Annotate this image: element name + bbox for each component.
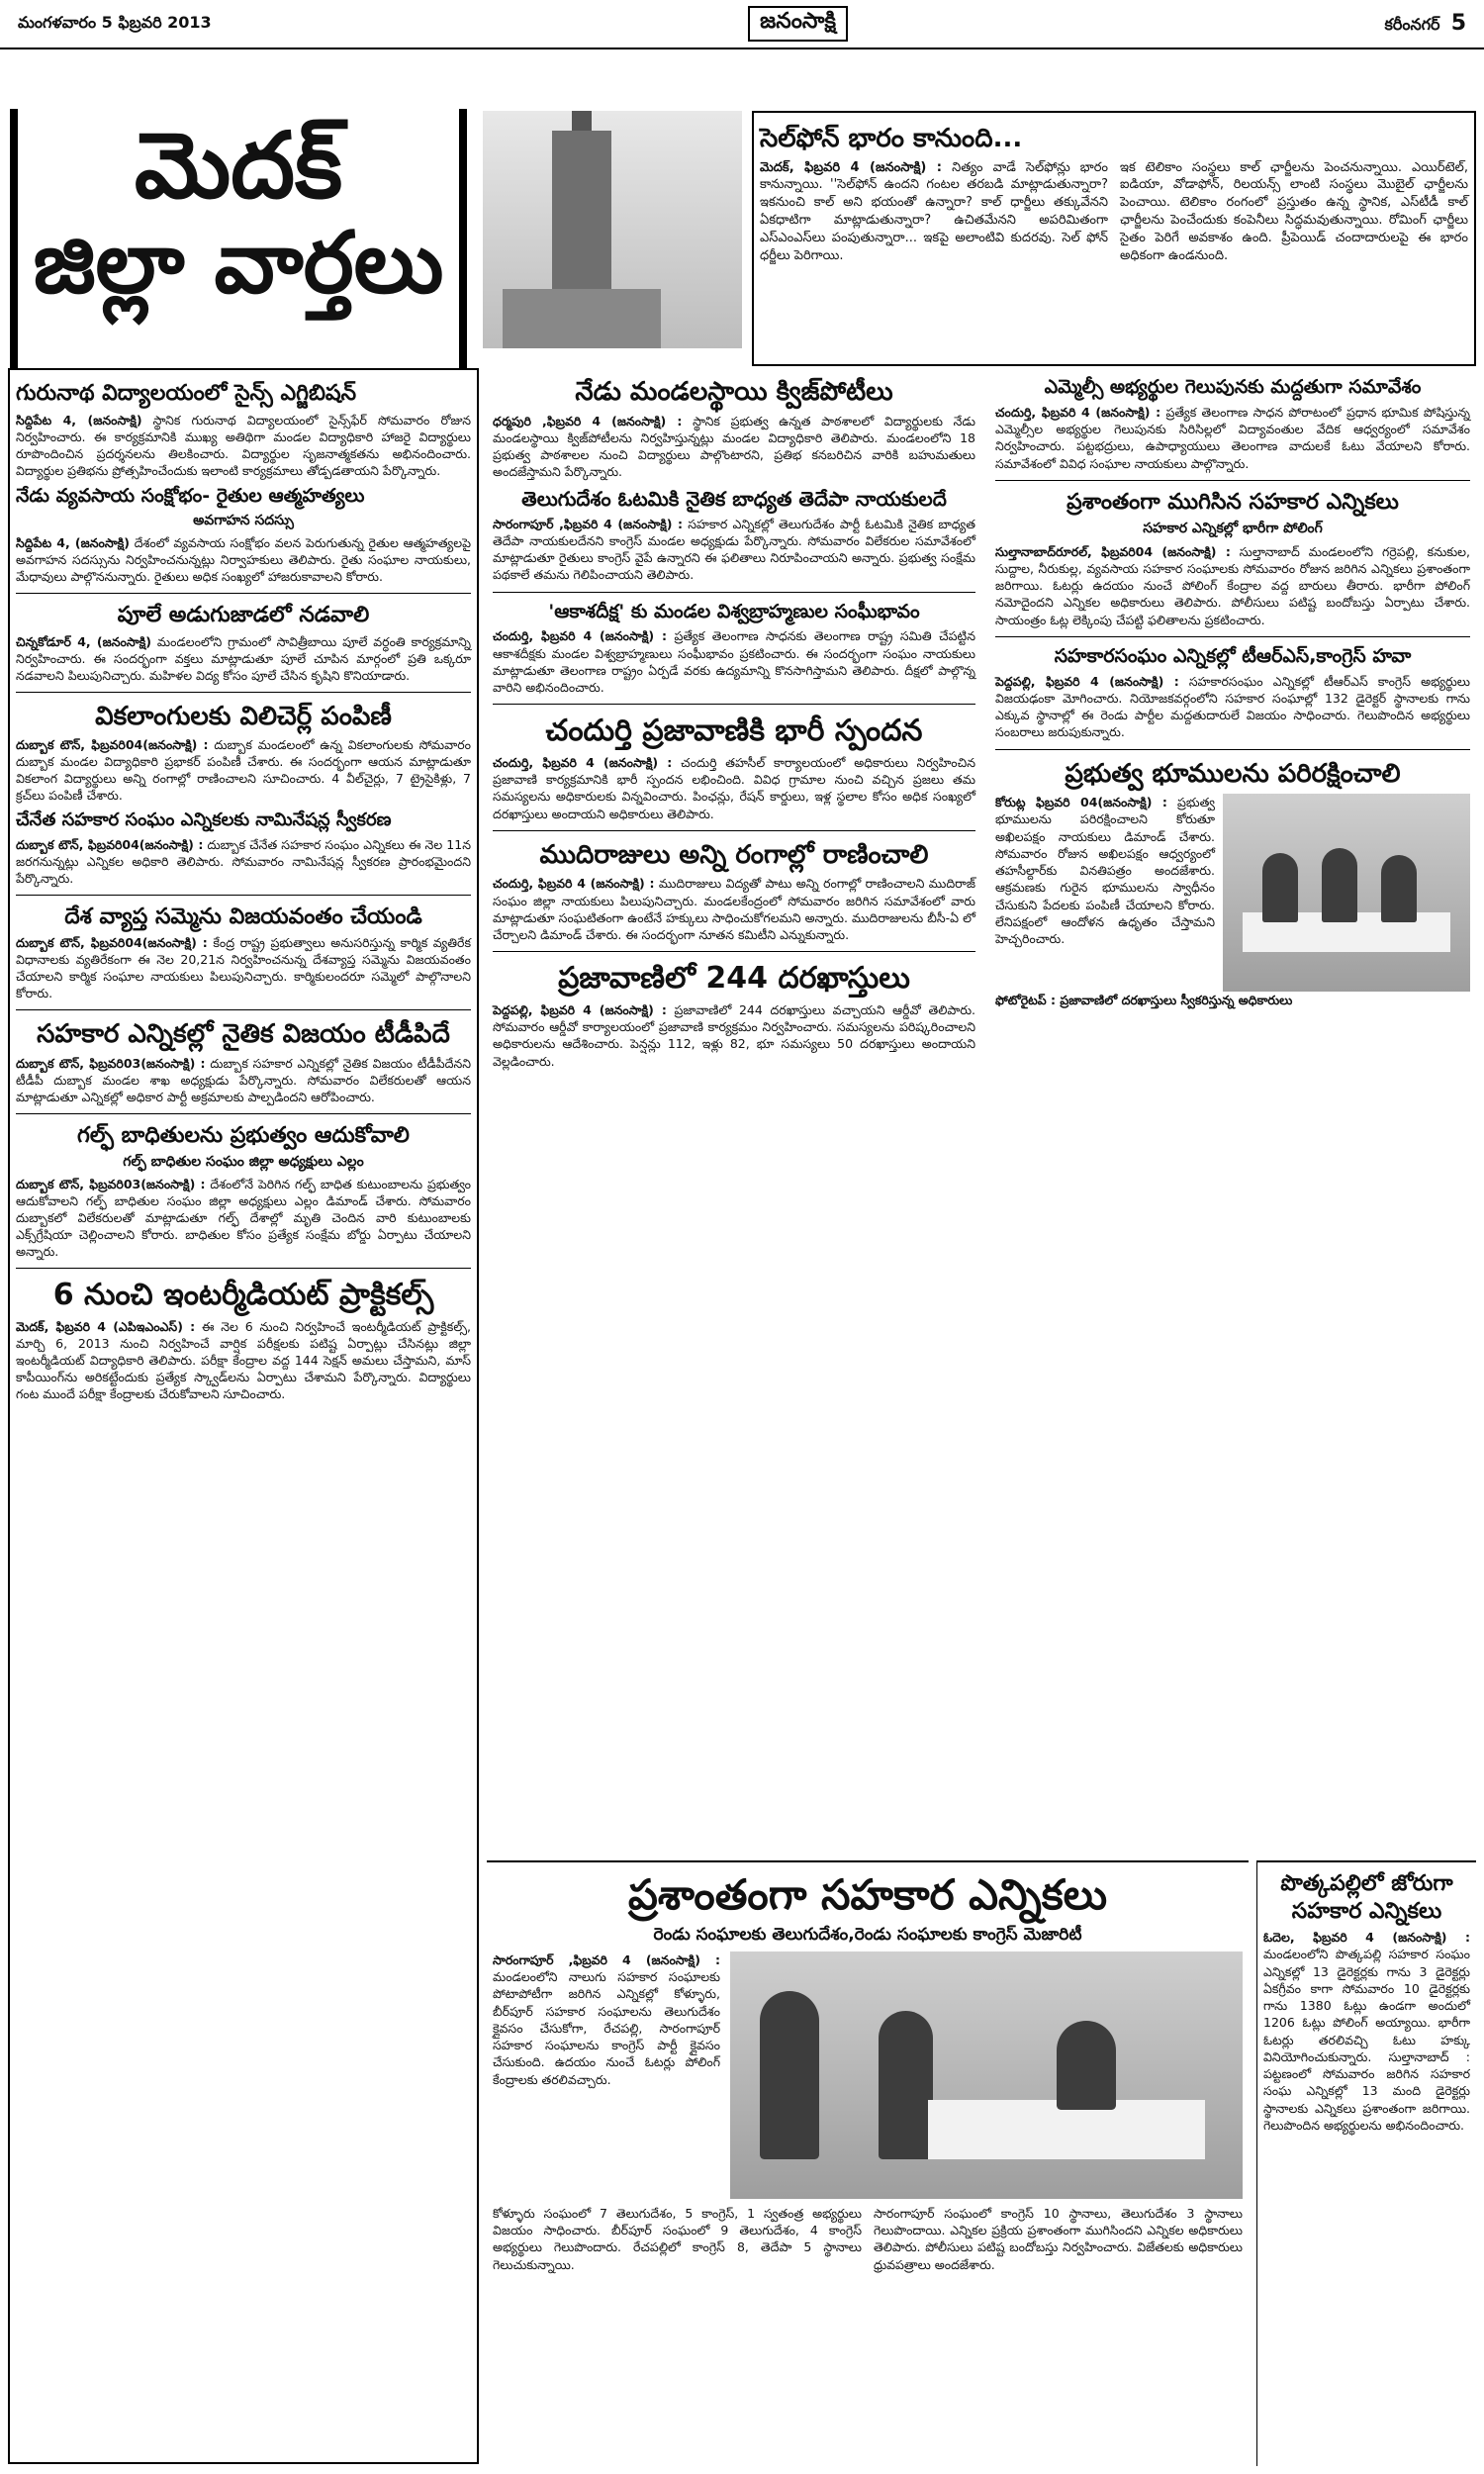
story-dateline: దుబ్బాక టౌన్‌, ఫిబ్రవరి04(జనంసాక్షి) :: [16, 737, 209, 753]
photo-person: [879, 2011, 933, 2159]
story-dateline: ధర్మపురి ,ఫిబ్రవరి 4 (జనంసాక్షి) :: [493, 413, 683, 428]
bottom-dateline: సారంగాపూర్‌ ,ఫిబ్రవరి 4 (జనంసాక్షి) :: [493, 1951, 720, 1967]
divider: [16, 692, 471, 693]
divider: [16, 1009, 471, 1010]
cellphone-headline: సెల్‌ఫోన్ భారం కానుంది...: [760, 124, 1023, 153]
story-dateline: చందుర్తి, ఫిబ్రవరి 4 (జనంసాక్షి) :: [493, 876, 655, 892]
story-headline: 'ఆకాశదీక్ష' కు మండల విశ్వబ్రాహ్మణుల సంఘీభావం: [548, 600, 920, 622]
story-dateline: చందుర్తి, ఫిబ్రవరి 4 (జనంసాక్షి) :: [493, 754, 673, 770]
pothkapalli-story: [1256, 1860, 1476, 2466]
story-dateline: కోరుట్ల ఫిబ్రవరి 04(జనంసాక్షి) :: [995, 795, 1167, 810]
divider: [493, 951, 975, 952]
story-inter-practicals: [16, 1277, 471, 1402]
divider: [493, 830, 975, 831]
story-headline: ప్రశాంతంగా ముగిసిన సహకార ఎన్నికలు: [1067, 489, 1399, 515]
story-body: ప్రత్యేక తెలంగాణ సాధనకు తెలంగాణ రాష్ట్ర సమితి చేపట్టిన ఆకాశదీక్షకు మండల విశ్వబ్రాహ్మణులు సంఘీభావం ప్రకటించారు. ఈ సందర్భంగా సంఘం నాయకులు మాట్లాడుతూ తెలంగాణ రాష్ట్రం ఏర్పడే వరకు ఉద్యమాన్ని కొనసాగిస్తామని తెలిపారు. దీక్షలో పాల్గొన్న వారిని అభినందించారు.: [493, 628, 975, 695]
photo-person: [760, 1991, 819, 2159]
story-headline: ప్రభుత్వ భూములను పరిరక్షించాలి: [1065, 758, 1401, 789]
story-body: ప్రభుత్వ భూములను పరిరక్షించాలని కోరుతూ అఖిలపక్షం నాయకులు డిమాండ్‌ చేశారు. సోమవారం రోజున అఖిలపక్షం ఆధ్వర్యంలో తహసీల్దార్‌కు వినతిపత్రం అందజేశారు. ఆక్రమణకు గురైన భూములను స్వాధీనం చేసుకుని పేదలకు పంపిణీ చేయాలని కోరారు. లేనిపక్షంలో ఆందోళన ఉధృతం చేస్తామని హెచ్చరించారు.: [995, 795, 1215, 947]
column-right: [989, 368, 1476, 1853]
district-banner: [10, 109, 467, 368]
story-headline: తెలుగుదేశం ఓటమికి నైతిక బాధ్యత తెదేపా నాయకులదే: [521, 486, 947, 511]
edition-city: [1385, 11, 1466, 38]
story-body: సుల్తానాబాద్‌ మండలంలోని గర్రెపల్లి, కనుకుల, సుద్దాల, నీరుకుల్ల, వ్యవసాయ సహకార సంఘాలకు సోమవారం రోజున జరిగిన ఎన్నికలు ప్రశాంతంగా జరిగాయి. ఓటర్లు ఉదయం నుంచే పోలింగ్‌ కేంద్రాల వద్ద బారులు తీరారు. భారీగా పోలింగ్‌ నమోదైందని ఎన్నికల అధికారులు తెలిపారు. పోలీసులు పటిష్ట బందోబస్తు ఏర్పాటు చేశారు. సాయంత్రం ఓట్ల లెక్కింపు చేపట్టి ఫలితాలను ప్రకటించారు.: [995, 543, 1470, 627]
story-tdp-defeat: [493, 487, 975, 584]
story-dateline: సుల్తానాబాద్‌రూరల్‌, ఫిబ్రవరి04 (జనంసాక్షి) :: [995, 543, 1231, 559]
story-dateline: దుబ్బాక టౌన్‌, ఫిబ్రవరి04(జనంసాక్షి) :: [16, 935, 208, 951]
banner-line-1: మెదక్: [134, 113, 343, 219]
story-quiz: [493, 376, 975, 481]
story-body: దుబ్బాక సహకార ఎన్నికల్లో నైతిక విజయం టీడీపీదేనని టీడీపీ దుబ్బాక మండల శాఖ అధ్యక్షుడు పేర్కొన్నారు. సోమవారం విలేకరులతో ఆయన మాట్లాడుతూ ఎన్నికల్లో అధికార పార్టీ అక్రమాలకు పాల్పడిందని ఆరోపించారు.: [16, 1055, 471, 1104]
cellphone-body-1: నిత్యం వాడే సెల్‌ఫోన్లు భారం కానున్నాయి. ''సెల్‌ఫోన్‌ ఉందని గంటల తరబడి మాట్లాడుతున్నారా? ఇకనుంచి కాల్‌ అని భయంతో ఉన్నారా? కాల్‌ ధార్జీలు తక్కువేనని ఏకధాటిగా మాట్లాడుతున్నారా? ఉచితమేనని అపరిమితంగా ఎస్‌ఎంఎస్‌లు పంపుతున్నారా... ఇకపై అలాంటివి కుదరవు. సెల్ ఫోన్ ధర్జీలు పెరిగాయి.: [760, 159, 1108, 264]
story-dateline: సిద్దిపేట 4, (జనంసాక్షి): [16, 535, 130, 551]
story-headline: దేశ వ్యాప్త సమ్మెను విజయవంతం చేయండి: [64, 904, 422, 929]
banner-line-2: జిల్లా వార్తలు: [33, 213, 444, 313]
story-dateline: సిద్దిపేట 4, (జనంసాక్షి): [16, 412, 142, 428]
story-body: మండలంలోని గ్రామంలో సావిత్రీబాయి పూలే వర్ధంతి కార్యక్రమాన్ని నిర్వహించారు. ఈ సందర్భంగా వక్తలు మాట్లాడుతూ పూలే చూపిన మార్గంలో ప్రతి ఒక్కరూ నడవాలని పిలుపునిచ్చారు. మహిళల విద్య కోసం పూలే చేసిన కృషిని కొనియాడారు.: [16, 633, 471, 683]
story-headline: చందుర్తి ప్రజావాణికి భారీ స్పందన: [545, 714, 923, 749]
cellphone-body-2: ఇక టెలికాం సంస్థలు కాల్‌ ఛార్జీలను పెంచనున్నాయి. ఎయిర్‌టెల్‌, ఐడియా, వోడాఫోన్‌, రిలయన్స్‌ లాంటి సంస్థలు మొబైల్‌ ఛార్జీలను పెంచాయి. టెలికాం రంగంలో ప్రస్తుతం ఉన్న స్థానిక, ఎస్‌టీడీ కాల్‌ ఛార్జీలను పెంచేందుకు కంపెనీలు సిద్ధమవుతున్నాయి. రోమింగ్‌ ఛార్జీలు సైతం పెరిగే అవకాశం ఉంది. ప్రీపెయిడ్‌ చందాదారులపై ఈ భారం అధికంగా ఉండనుంది.: [1120, 159, 1468, 264]
photo-caption: ఫోటోరైటప్‌ : ప్రజావాణిలో దరఖాస్తులు స్వీకరిస్తున్న అధికారులు: [995, 993, 1293, 1008]
story-agri-crisis: [16, 485, 471, 586]
story-prajavani-response: [493, 713, 975, 822]
story-govt-lands: [995, 758, 1470, 1009]
story-dateline: మెదక్‌, ఫిబ్రవరి 4 (ఎపిఇఎంఎస్‌) :: [16, 1318, 196, 1334]
story-dateline: పెద్దపల్లి, ఫిబ్రవరి 4 (జనంసాక్షి) :: [995, 673, 1179, 689]
story-headline: 6 నుంచి ఇంటర్మీడియట్ ప్రాక్టికల్స్: [52, 1278, 434, 1313]
story-subhead: సహకార ఎన్నికల్లో భారీగా పోలింగ్: [1143, 521, 1323, 537]
column-left: [8, 368, 479, 2464]
bottom-headline: ప్రశాంతంగా సహకార ఎన్నికలు: [627, 1870, 1108, 1919]
story-headline: చేనేత సహకార సంఘం ఎన్నికలకు నామినేషన్ల స్వీకరణ: [16, 809, 392, 831]
story-dateline: దుబ్బాక టౌన్‌, ఫిబ్రవరి03(జనంసాక్షి) :: [16, 1177, 206, 1192]
issue-date: మంగళవారం 5 ఫిబ్రవరి 2013: [18, 12, 212, 32]
story-subhead: గల్ఫ్ బాధితుల సంఘం జిల్లా అధ్యక్షులు ఎల్లం: [123, 1154, 364, 1171]
story-akasha-deeksha: [493, 601, 975, 697]
story-dateline: దుబ్బాక టౌన్‌, ఫిబ్రవరి04(జనంసాక్షి) :: [16, 836, 204, 852]
story-body: కేంద్ర రాష్ట్ర ప్రభుత్వాలు అనుసరిస్తున్న కార్మిక వ్యతిరేక విధానాలకు వ్యతిరేకంగా ఈ నెల 20,21న నిర్వహించనున్న దేశవ్యాప్త సమ్మెను విజయవంతం చేయాలని కార్మిక సంఘాల నాయకులు పిలుపునిచ్చారు. కార్మికులందరూ సమ్మెలో పాల్గొనాలని కోరారు.: [16, 935, 471, 1001]
bottom-subhead: రెండు సంఘాలకు తెలుగుదేశం,రెండు సంఘాలకు కాంగ్రెస్ మెజారిటీ: [653, 1925, 1082, 1946]
story-wheelchairs: [16, 701, 471, 805]
page-number: 5: [1450, 10, 1466, 36]
divider: [493, 592, 975, 593]
divider: [16, 1268, 471, 1269]
church-photo: [483, 111, 742, 348]
story-headline: నేడు వ్యవసాయ సంక్షోభం- రైతుల ఆత్మహత్యలు: [16, 484, 365, 507]
divider: [493, 704, 975, 705]
story-phule: [16, 602, 471, 684]
story-mlc-meeting: [995, 376, 1470, 472]
divider: [16, 895, 471, 896]
story-body: దేశంలోనే పెరిగిన గల్ఫ్‌ బాధిత కుటుంబాలను ప్రభుత్వం ఆదుకోవాలని గల్ఫ్‌ బాధితుల సంఘం జిల్లా అధ్యక్షులు ఎల్లం డిమాండ్‌ చేశారు. సోమవారం దుబ్బాకలో విలేకరులతో మాట్లాడుతూ గల్ఫ్‌ దేశాల్లో మృతి చెందిన వారి కుటుంబాలకు ఎక్స్‌గ్రేషియా చెల్లించాలని కోరారు. బాధితుల కోసం ప్రత్యేక సంక్షేమ బోర్డు ఏర్పాటు చేయాలని అన్నారు.: [16, 1177, 471, 1260]
story-nationwide-strike: [16, 904, 471, 1002]
divider: [16, 593, 471, 594]
story-headline: గురునాథ విద్యాలయంలో సైన్స్ ఎగ్జిబిషన్‌: [16, 381, 357, 406]
column-middle: [487, 368, 981, 1853]
photo-person: [1322, 848, 1357, 922]
pothkapalli-dateline: ఓదెల, ఫిబ్రవరి 4 (జనంసాక్షి) :: [1263, 1930, 1470, 1945]
story-trs-congress: [995, 645, 1470, 741]
story-weavers-nominations: [16, 809, 471, 887]
pothkapalli-headline: పొత్కపల్లిలో జోరుగా సహకార ఎన్నికలు: [1280, 1871, 1453, 1924]
story-body: చందుర్తి తహసీల్‌ కార్యాలయంలో అధికారులు నిర్వహించిన ప్రజావాణి కార్యక్రమానికి భారీ స్పందన లభించింది. వివిధ గ్రామాల నుంచి వచ్చిన ప్రజలు తమ సమస్యలను అధికారులకు విన్నవించారు. పింఛన్లు, రేషన్‌ కార్డులు, ఇళ్ల స్థలాల కోసం అధిక సంఖ్యలో దరఖాస్తులు అందాయని అధికారులు తెలిపారు.: [493, 754, 975, 821]
story-mudiraj: [493, 839, 975, 944]
story-body: దుబ్బాక చేనేత సహకార సంఘం ఎన్నికలు ఈ నెల 11న జరగనున్నట్లు ఎన్నికల అధికారి తెలిపారు. సోమవారం నామినేషన్ల స్వీకరణ ప్రారంభమైందని పేర్కొన్నారు.: [16, 836, 471, 886]
story-tdp-moral-victory: [16, 1018, 471, 1105]
pothkapalli-body: మండలంలోని పొత్కపల్లి సహకార సంఘం ఎన్నికల్లో 13 డైరెక్టర్లకు గాను 3 డైరెక్టర్లు ఏకగ్రీవం కాగా సోమవారం 10 డైరెక్టర్లకు గాను 1380 ఓట్లు ఉండగా అందులో 1206 ఓట్లు పోలింగ్‌ అయ్యాయి. భారీగా ఓటర్లు తరలివచ్చి ఓటు హక్కు వినియోగించుకున్నారు. సుల్తానాబాద్‌ : పట్టణంలో సోమవారం జరిగిన సహకార సంఘ ఎన్నికల్లో 13 మంది డైరెక్టర్లు స్థానాలకు ఎన్నికలు ప్రశాంతంగా జరిగాయి. గెలుపొందిన అభ్యర్థులను అభినందించారు.: [1263, 1947, 1470, 2133]
story-body: దుబ్బాక మండలంలో ఉన్న వికలాంగులకు సోమవారం దుబ్బాక మండల విద్యాధికారి ప్రభాకర్‌ పంపిణీ చేశారు. ఈ సందర్భంగా ఆయన మాట్లాడుతూ వికలాంగ విద్యార్థులు అన్ని రంగాల్లో రాణించాలని సూచించారు. 4 వీల్‌చైర్లు, 7 ట్రైసైకిళ్లు, 7 క్రచ్‌లు పంపిణీ చేశారు.: [16, 737, 471, 804]
cellphone-dateline: మెదక్‌, ఫిబ్రవరి 4 (జనంసాక్షి) :: [760, 159, 942, 175]
photo-person: [1262, 853, 1298, 922]
story-subhead: అవగాహన సదస్సు: [193, 513, 294, 529]
story-headline: సహకార ఎన్నికల్లో నైతిక విజయం టీడీపిదే: [37, 1019, 450, 1050]
bottom-body-3: సారంగాపూర్‌ సంఘంలో కాంగ్రెస్‌ 10 స్థానాలు, తెలుగుదేశం 3 స్థానాలు గెలుపొందాయి. ఎన్నికల ప్రక్రియ ప్రశాంతంగా ముగిసిందని ఎన్నికల అధికారులు తెలిపారు. పోలీసులు పటిష్ట బందోబస్తు నిర్వహించారు. విజేతలకు అధికారులు ధ్రువపత్రాలు అందజేశారు.: [874, 2205, 1243, 2272]
story-body: సహకార ఎన్నికల్లో తెలుగుదేశం పార్టీ ఓటమికి నైతిక బాధ్యత తెదేపా నాయకులదేనని కాంగ్రెస్‌ మండల అధ్యక్షుడు పేర్కొన్నారు. సోమవారం విలేకరుల సమావేశంలో మాట్లాడుతూ రైతులు కాంగ్రెస్‌ వైపే ఉన్నారని ఈ ఫలితాలు నిరూపించాయని అన్నారు. ప్రభుత్వ సంక్షేమ పథకాలే తమను గెలిపించాయని తెలిపారు.: [493, 516, 975, 583]
story-headline: సహకారసంఘం ఎన్నికల్లో టీఆర్ఎస్,కాంగ్రెస్ హవా: [1054, 644, 1412, 667]
masthead-logo: జనంసాక్షి: [748, 6, 848, 42]
bottom-body-2: కోళ్ళూరు సంఘంలో 7 తెలుగుదేశం, 5 కాంగ్రెస్‌, 1 స్వతంత్ర అభ్యర్థులు విజయం సాధించారు. బీర్‌పూర్‌ సంఘంలో 9 తెలుగుదేశం, 4 కాంగ్రెస్‌ అభ్యర్థులు గెలుపొందారు. రేచపల్లిలో కాంగ్రెస్‌ 8, తెదేపా 5 స్థానాలు గెలుచుకున్నాయి.: [493, 2205, 862, 2272]
story-dateline: చిన్నకోడూర్‌ 4, (జనంసాక్షి): [16, 633, 152, 649]
story-body: ముదిరాజులు విద్యతో పాటు అన్ని రంగాల్లో రాణించాలని ముదిరాజ్‌ సంఘం జిల్లా నాయకులు పిలుపునిచ్చారు. మండలకేంద్రంలో సోమవారం జరిగిన సమావేశంలో వారు మాట్లాడుతూ సంఘటితంగా ఉంటేనే హక్కులు సాధించుకోగలమని అన్నారు. ముదిరాజులను బీసీ-ఏ లో చేర్చాలని డిమాండ్‌ చేశారు. ఈ సందర్భంగా నూతన కమిటీని ఎన్నుకున్నారు.: [493, 876, 975, 942]
story-body: దేశంలో వ్యవసాయ సంక్షోభం వలన పెరుగుతున్న రైతుల ఆత్మహత్యలపై అవగాహన సదస్సును నిర్వహించనున్నట్లు నిర్వాహకులు తెలిపారు. రైతు సంఘాల నాయకులు, మేధావులు పాల్గొననున్నారు. రైతులు అధిక సంఖ్యలో హాజరుకావాలని కోరారు.: [16, 535, 471, 585]
story-coop-peaceful: [995, 489, 1470, 628]
divider: [995, 480, 1470, 481]
bottom-story: [487, 1860, 1249, 2466]
story-headline: ఎమ్మెల్సీ అభ్యర్థుల గెలుపునకు మద్దతుగా సమావేశం: [1044, 376, 1422, 398]
cellphone-story: [752, 111, 1476, 366]
story-science-exhibition: [16, 380, 471, 479]
divider: [995, 749, 1470, 750]
story-dateline: పెద్దపల్లి, ఫిబ్రవరి 4 (జనంసాక్షి) :: [493, 1001, 667, 1017]
story-headline: వికలాంగులకు విలిచెర్ల్ పంపిణీ: [95, 701, 392, 731]
story-headline: నేడు మండలస్థాయి క్విజ్‌పోటీలు: [575, 377, 893, 407]
bottom-body-1: మండలంలోని నాలుగు సహకార సంఘాలకు పోటాపోటీగా జరిగిన ఎన్నికల్లో కోళ్ళూరు, బీర్‌పూర్‌ సహకార సంఘాలను తెలుగుదేశం క్లైవసం చేసుకోగా, రేచపల్లి, సారంగాపూర్‌ సహకార సంఘాలను కాంగ్రెస్‌ పార్టీ క్లైవసం చేసుకుంది. ఉదయం నుంచే ఓటర్లు పోలింగ్‌ కేంద్రాలకు తరలివచ్చారు.: [493, 1969, 720, 2087]
story-headline: ప్రజావాణిలో 244 దరఖాస్తులు: [558, 961, 910, 997]
polling-photo: [730, 1951, 1243, 2199]
photo-person: [1057, 2021, 1116, 2110]
story-dateline: దుబ్బాక టౌన్‌, ఫిబ్రవరి03(జనంసాక్షి) :: [16, 1055, 206, 1071]
story-headline: పూలే అడుగుజాడలో నడవాలి: [117, 603, 370, 628]
story-dateline: చందుర్తి, ఫిబ్రవరి 4 (జనంసాక్షి) :: [493, 628, 667, 644]
story-prajavani-244: [493, 960, 975, 1070]
photo-person: [1381, 855, 1417, 922]
divider: [16, 1113, 471, 1114]
officials-photo: [1223, 794, 1470, 992]
story-gulf-victims: [16, 1122, 471, 1261]
city-name: కరీంనగర్: [1384, 14, 1440, 34]
story-body: ఈ నెల 6 నుంచి నిర్వహించే ఇంటర్మీడియట్‌ ప్రాక్టికల్స్‌, మార్చి 6, 2013 నుంచి నిర్వహించే వార్షిక పరీక్షలకు పటిష్ట ఏర్పాట్లు చేసినట్లు జిల్లా ఇంటర్మీడియట్‌ విద్యాధికారి తెలిపారు. పరీక్షా కేంద్రాల వద్ద 144 సెక్షన్‌ అమలు చేస్తామని, మాస్‌ కాపీయింగ్‌ను అరికట్టేందుకు ప్రత్యేక స్క్వాడ్‌లను ఏర్పాటు చేశామని పేర్కొన్నారు. విద్యార్థులు గంట ముందే పరీక్షా కేంద్రాలకు చేరుకోవాలని సూచించారు.: [16, 1318, 471, 1401]
page-header: [0, 0, 1484, 49]
divider: [995, 636, 1470, 637]
story-dateline: సారంగాపూర్‌ ,ఫిబ్రవరి 4 (జనంసాక్షి) :: [493, 516, 684, 531]
story-body: స్థానిక గురునాథ విద్యాలయంలో సైన్స్‌ఫేర్‌ సోమవారం రోజున నిర్వహించారు. ఈ కార్యక్రమానికి ముఖ్య అతిథిగా మండల విద్యాధికారి హాజరై విద్యార్థులు రూపొందించిన ప్రదర్శనలను తిలకించారు. విద్యార్థుల సృజనాత్మకతను అభినందించారు. విద్యార్థుల ప్రతిభను ప్రోత్సహించేందుకు ఇలాంటి కార్యక్రమాలు తోడ్పడతాయని పేర్కొన్నారు.: [16, 412, 471, 478]
story-dateline: చందుర్తి, ఫిబ్రవరి 4 (జనంసాక్షి) :: [995, 404, 1161, 420]
church-nave: [503, 289, 661, 348]
story-headline: ముదిరాజులు అన్ని రంగాల్లో రాణించాలి: [539, 839, 929, 870]
story-body: సహకారసంఘం ఎన్నికల్లో టీఆర్‌ఎస్‌ కాంగ్రెస్‌ అభ్యర్థులు విజయఢంకా మోగించారు. నియోజకవర్గంలోని సహకార సంఘాల్లో 132 డైరెక్టర్‌ స్థానాలకు గాను ఎక్కువ స్థానాల్లో ఈ రెండు పార్టీల మద్దతుదారులే విజయం సాధించారు. గెలుపొందిన అభ్యర్థులు సంబరాలు జరుపుకున్నారు.: [995, 673, 1470, 740]
story-headline: గల్ఫ్ బాధితులను ప్రభుత్వం ఆదుకోవాలి: [77, 1122, 410, 1148]
story-body: ప్రజావాణిలో 244 దరఖాస్తులు వచ్చాయని ఆర్డీవో తెలిపారు. సోమవారం ఆర్డీవో కార్యాలయంలో ప్రజావాణి కార్యక్రమం నిర్వహించారు. సమస్యలను పరిష్కరించాలని అధికారులను ఆదేశించారు. పెన్షన్లు 112, ఇళ్లు 82, భూ సమస్యలు 50 దరఖాస్తులు అందాయని వెల్లడించారు.: [493, 1001, 975, 1069]
story-body: స్థానిక ప్రభుత్వ ఉన్నత పాఠశాలలో విద్యార్థులకు నేడు మండలస్థాయి క్విజ్‌పోటీలను నిర్వహిస్తున్నట్లు మండల విద్యాధికారి తెలిపారు. మండలంలోని 18 ప్రభుత్వ పాఠశాలల నుంచి విద్యార్థులు పాల్గొంటారని, ప్రతిభ కనబరిచిన వారికి బహుమతులు అందజేస్తామని పేర్కొన్నారు.: [493, 413, 976, 480]
story-body: ప్రత్యేక తెలంగాణ సాధన పోరాటంలో ప్రధాన భూమిక పోషిస్తున్న ఎమ్మెల్సీల అభ్యర్థుల గెలుపునకు సిరిసిల్లలో విద్యావంతుల వేదిక ఆధ్వర్యంలో సమావేశం నిర్వహించారు. పట్టభద్రులు, ఉపాధ్యాయులు తెలంగాణ వాదులకే ఓటు వేయాలని కోరారు. సమావేశంలో వివిధ సంఘాల నాయకులు పాల్గొన్నారు.: [995, 404, 1470, 471]
